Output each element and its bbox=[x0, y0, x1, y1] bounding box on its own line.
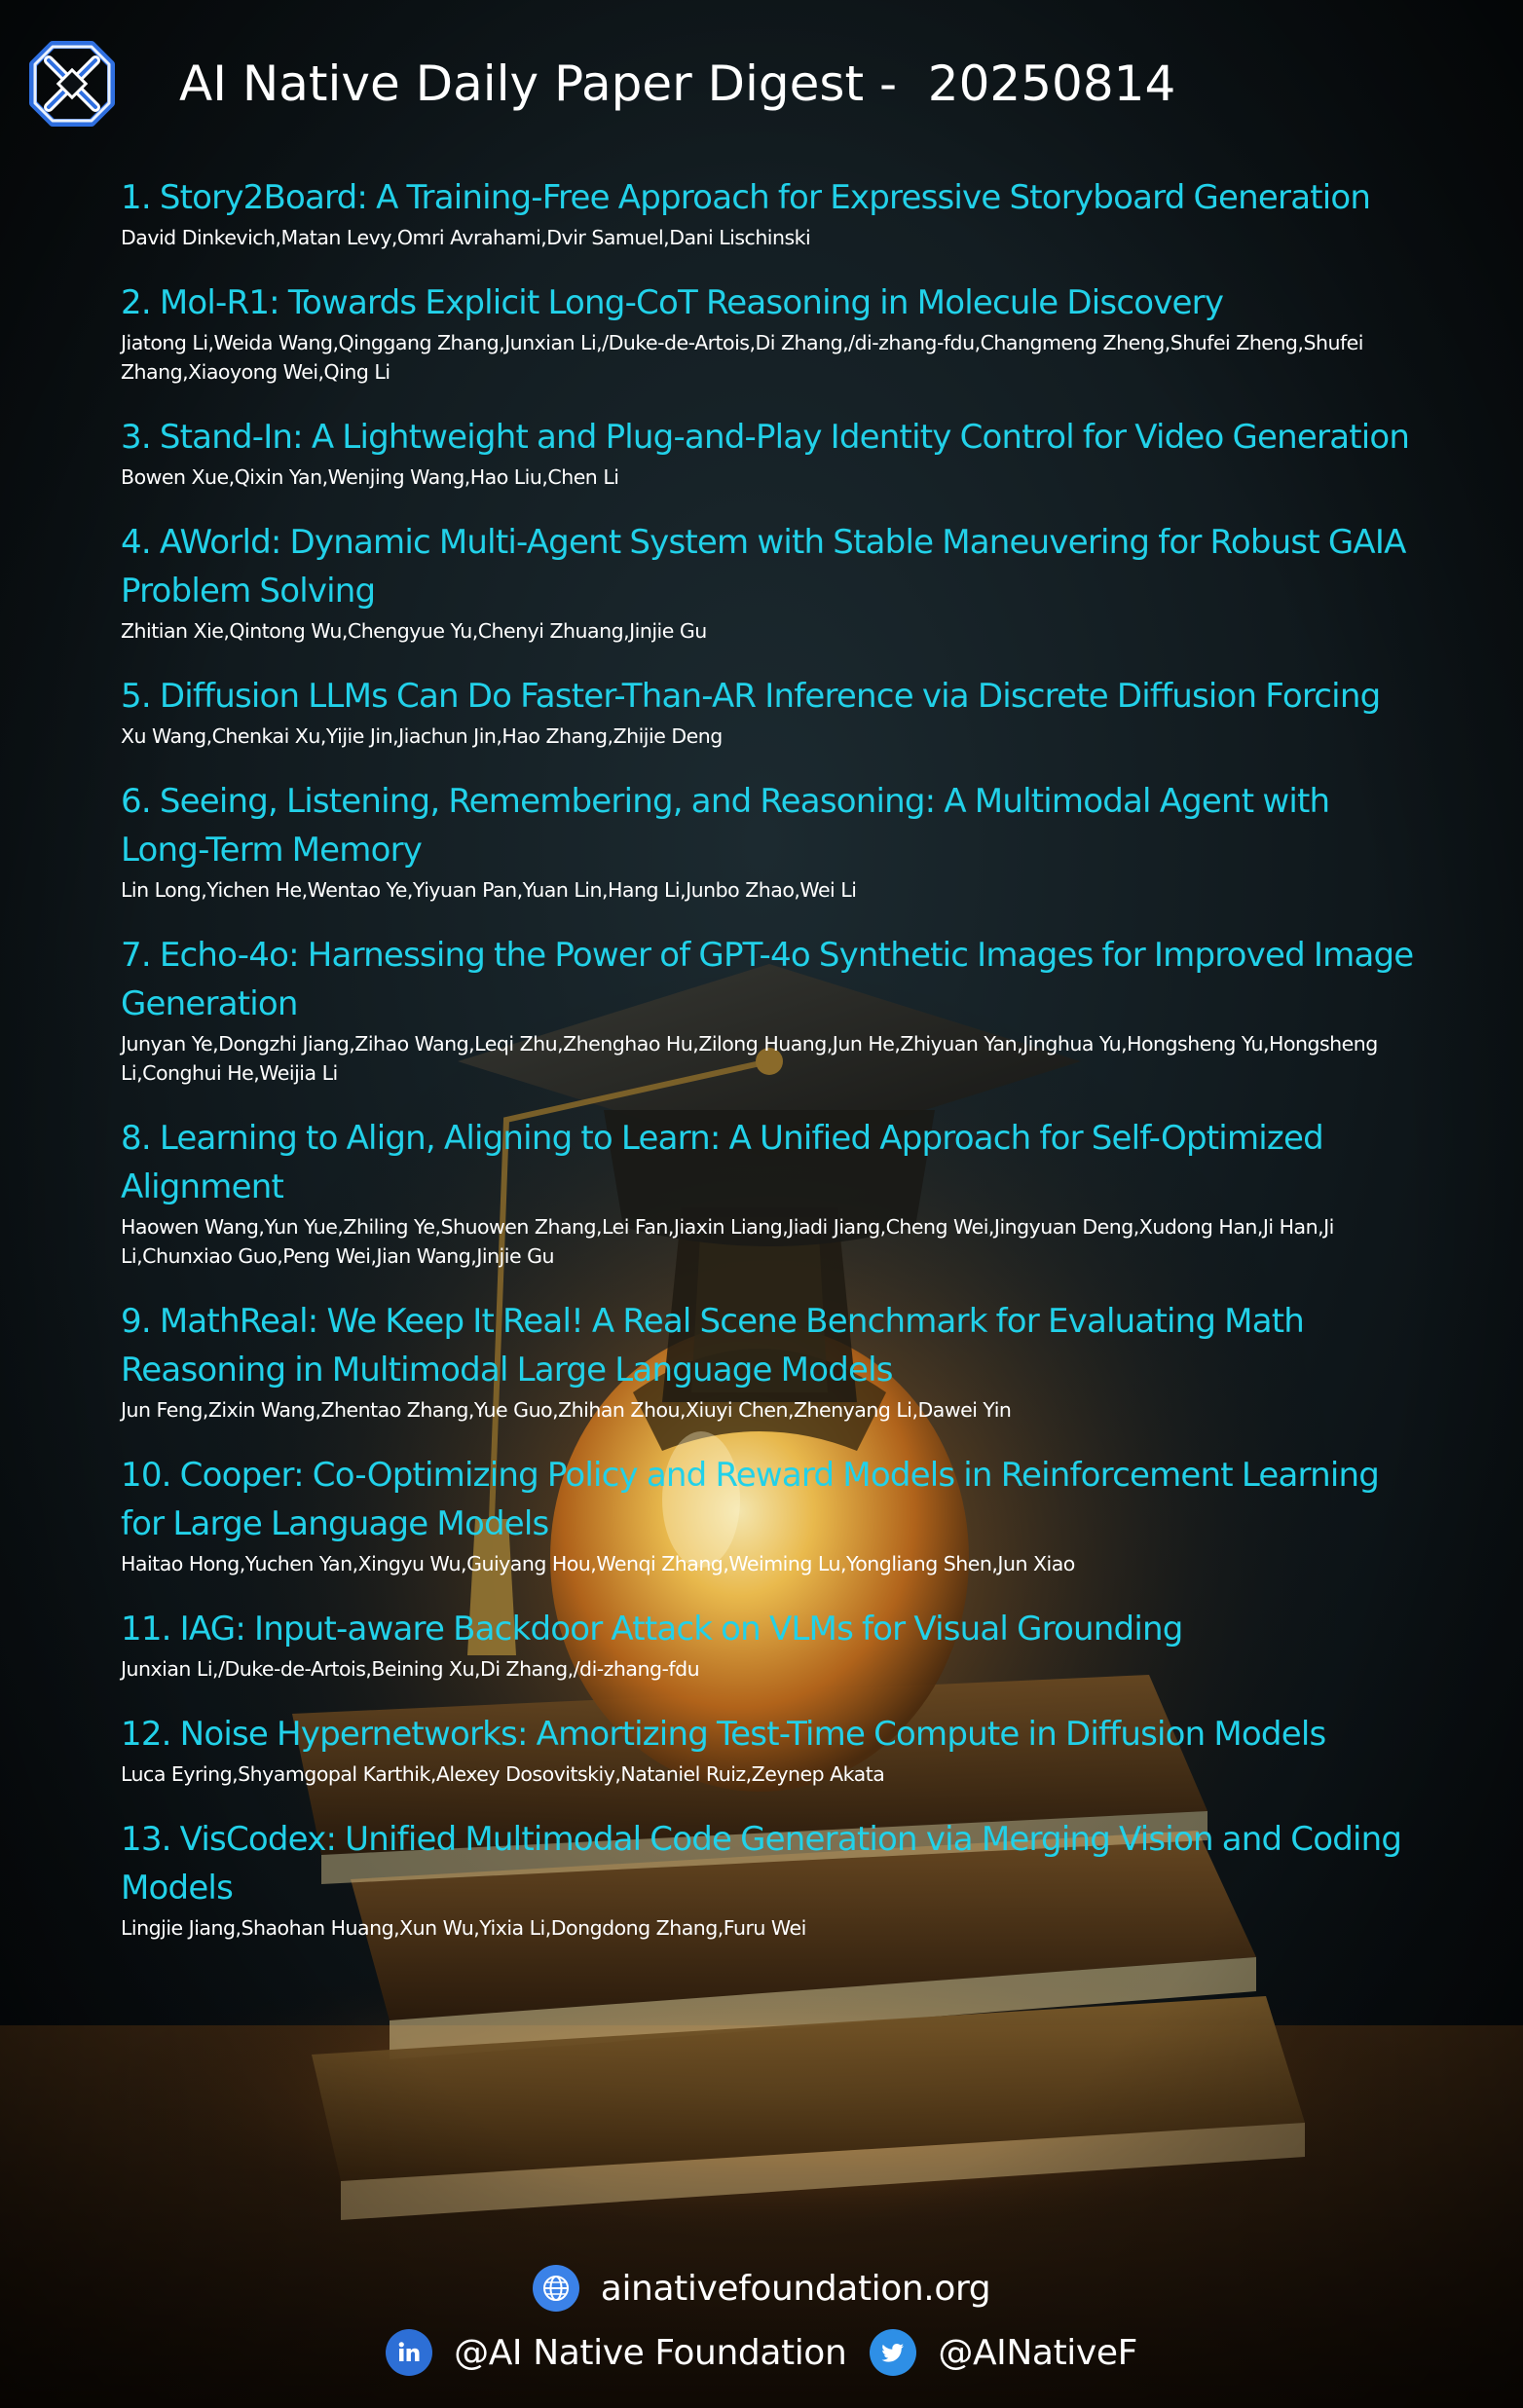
paper-title-link[interactable]: 2. Mol-R1: Towards Explicit Long-CoT Reasoning in Molecule Discovery bbox=[121, 283, 1224, 322]
ai-native-logo-icon bbox=[23, 35, 121, 132]
paper-item bbox=[121, 1114, 1426, 1271]
website-link[interactable]: ainativefoundation.org bbox=[600, 2268, 991, 2309]
paper-item bbox=[121, 672, 1426, 751]
paper-authors: Junxian Li,/Duke-de-Artois,Beining Xu,Di Zhang,/di-zhang-fdu bbox=[121, 1657, 700, 1681]
paper-title-link[interactable]: 12. Noise Hypernetworks: Amortizing Test-Time Compute in Diffusion Models bbox=[121, 1715, 1326, 1754]
header bbox=[23, 35, 1175, 132]
paper-item bbox=[121, 173, 1426, 252]
page-title: AI Native Daily Paper Digest - 20250814 bbox=[179, 56, 1176, 112]
globe-icon bbox=[533, 2265, 579, 2312]
paper-authors: David Dinkevich,Matan Levy,Omri Avrahami,Dvir Samuel,Dani Lischinski bbox=[121, 226, 811, 249]
paper-title-link[interactable]: 4. AWorld: Dynamic Multi-Agent System with Stable Maneuvering for Robust GAIA Problem Solving bbox=[121, 523, 1406, 611]
paper-item bbox=[121, 1451, 1426, 1578]
paper-authors: Junyan Ye,Dongzhi Jiang,Zihao Wang,Leqi Zhu,Zhenghao Hu,Zilong Huang,Jun He,Zhiyuan Yan,Jinghua Yu,Hongsheng Yu,Hongsheng Li,Conghui He,Weijia Li bbox=[121, 1032, 1378, 1085]
paper-item bbox=[121, 278, 1426, 387]
paper-item bbox=[121, 1815, 1426, 1943]
paper-title-link[interactable]: 10. Cooper: Co-Optimizing Policy and Reward Models in Reinforcement Learning for Large Language Models bbox=[121, 1456, 1380, 1543]
paper-item bbox=[121, 413, 1426, 492]
paper-authors: Lingjie Jiang,Shaohan Huang,Xun Wu,Yixia Li,Dongdong Zhang,Furu Wei bbox=[121, 1916, 806, 1940]
paper-item bbox=[121, 777, 1426, 905]
twitter-icon bbox=[870, 2329, 916, 2376]
paper-authors: Bowen Xue,Qixin Yan,Wenjing Wang,Hao Liu,Chen Li bbox=[121, 465, 619, 489]
paper-title-link[interactable]: 3. Stand-In: A Lightweight and Plug-and-Play Identity Control for Video Generation bbox=[121, 418, 1410, 457]
linkedin-icon bbox=[386, 2329, 432, 2376]
paper-item bbox=[121, 518, 1426, 646]
footer-website bbox=[0, 2259, 1523, 2317]
twitter-link[interactable]: @AINativeF bbox=[938, 2332, 1137, 2373]
paper-authors: Zhitian Xie,Qintong Wu,Chengyue Yu,Chenyi Zhuang,Jinjie Gu bbox=[121, 619, 707, 643]
footer-social bbox=[0, 2323, 1523, 2382]
paper-item bbox=[121, 1710, 1426, 1789]
paper-authors: Jiatong Li,Weida Wang,Qinggang Zhang,Junxian Li,/Duke-de-Artois,Di Zhang,/di-zhang-fdu,Changmeng Zheng,Shufei Zheng,Shufei Zhang,Xiaoyong Wei,Qing Li bbox=[121, 331, 1363, 384]
paper-item bbox=[121, 931, 1426, 1088]
paper-item bbox=[121, 1297, 1426, 1425]
paper-title-link[interactable]: 9. MathReal: We Keep It Real! A Real Scene Benchmark for Evaluating Math Reasoning in Multimodal Large Language Models bbox=[121, 1302, 1305, 1389]
paper-item bbox=[121, 1605, 1426, 1684]
paper-authors: Lin Long,Yichen He,Wentao Ye,Yiyuan Pan,Yuan Lin,Hang Li,Junbo Zhao,Wei Li bbox=[121, 878, 857, 902]
paper-authors: Jun Feng,Zixin Wang,Zhentao Zhang,Yue Guo,Zhihan Zhou,Xiuyi Chen,Zhenyang Li,Dawei Yin bbox=[121, 1398, 1012, 1422]
paper-authors: Xu Wang,Chenkai Xu,Yijie Jin,Jiachun Jin,Hao Zhang,Zhijie Deng bbox=[121, 724, 723, 748]
paper-title-link[interactable]: 1. Story2Board: A Training-Free Approach for Expressive Storyboard Generation bbox=[121, 178, 1371, 217]
paper-title-link[interactable]: 7. Echo-4o: Harnessing the Power of GPT-4o Synthetic Images for Improved Image Generation bbox=[121, 936, 1414, 1023]
paper-authors: Haitao Hong,Yuchen Yan,Xingyu Wu,Guiyang Hou,Wenqi Zhang,Weiming Lu,Yongliang Shen,Jun Xiao bbox=[121, 1552, 1075, 1575]
paper-list bbox=[121, 173, 1426, 1969]
paper-title-link[interactable]: 13. VisCodex: Unified Multimodal Code Generation via Merging Vision and Coding Models bbox=[121, 1820, 1402, 1908]
linkedin-link[interactable]: @AI Native Foundation bbox=[454, 2332, 847, 2373]
paper-title-link[interactable]: 5. Diffusion LLMs Can Do Faster-Than-AR Inference via Discrete Diffusion Forcing bbox=[121, 677, 1381, 716]
paper-authors: Luca Eyring,Shyamgopal Karthik,Alexey Dosovitskiy,Nataniel Ruiz,Zeynep Akata bbox=[121, 1762, 885, 1786]
paper-title-link[interactable]: 11. IAG: Input-aware Backdoor Attack on VLMs for Visual Grounding bbox=[121, 1610, 1183, 1649]
paper-title-link[interactable]: 8. Learning to Align, Aligning to Learn: A Unified Approach for Self-Optimized Alignment bbox=[121, 1119, 1323, 1206]
paper-authors: Haowen Wang,Yun Yue,Zhiling Ye,Shuowen Zhang,Lei Fan,Jiaxin Liang,Jiadi Jiang,Cheng Wei,Jingyuan Deng,Xudong Han,Ji Han,Ji Li,Chunxiao Guo,Peng Wei,Jian Wang,Jinjie Gu bbox=[121, 1215, 1334, 1268]
paper-title-link[interactable]: 6. Seeing, Listening, Remembering, and Reasoning: A Multimodal Agent with Long-Term Memory bbox=[121, 782, 1330, 870]
